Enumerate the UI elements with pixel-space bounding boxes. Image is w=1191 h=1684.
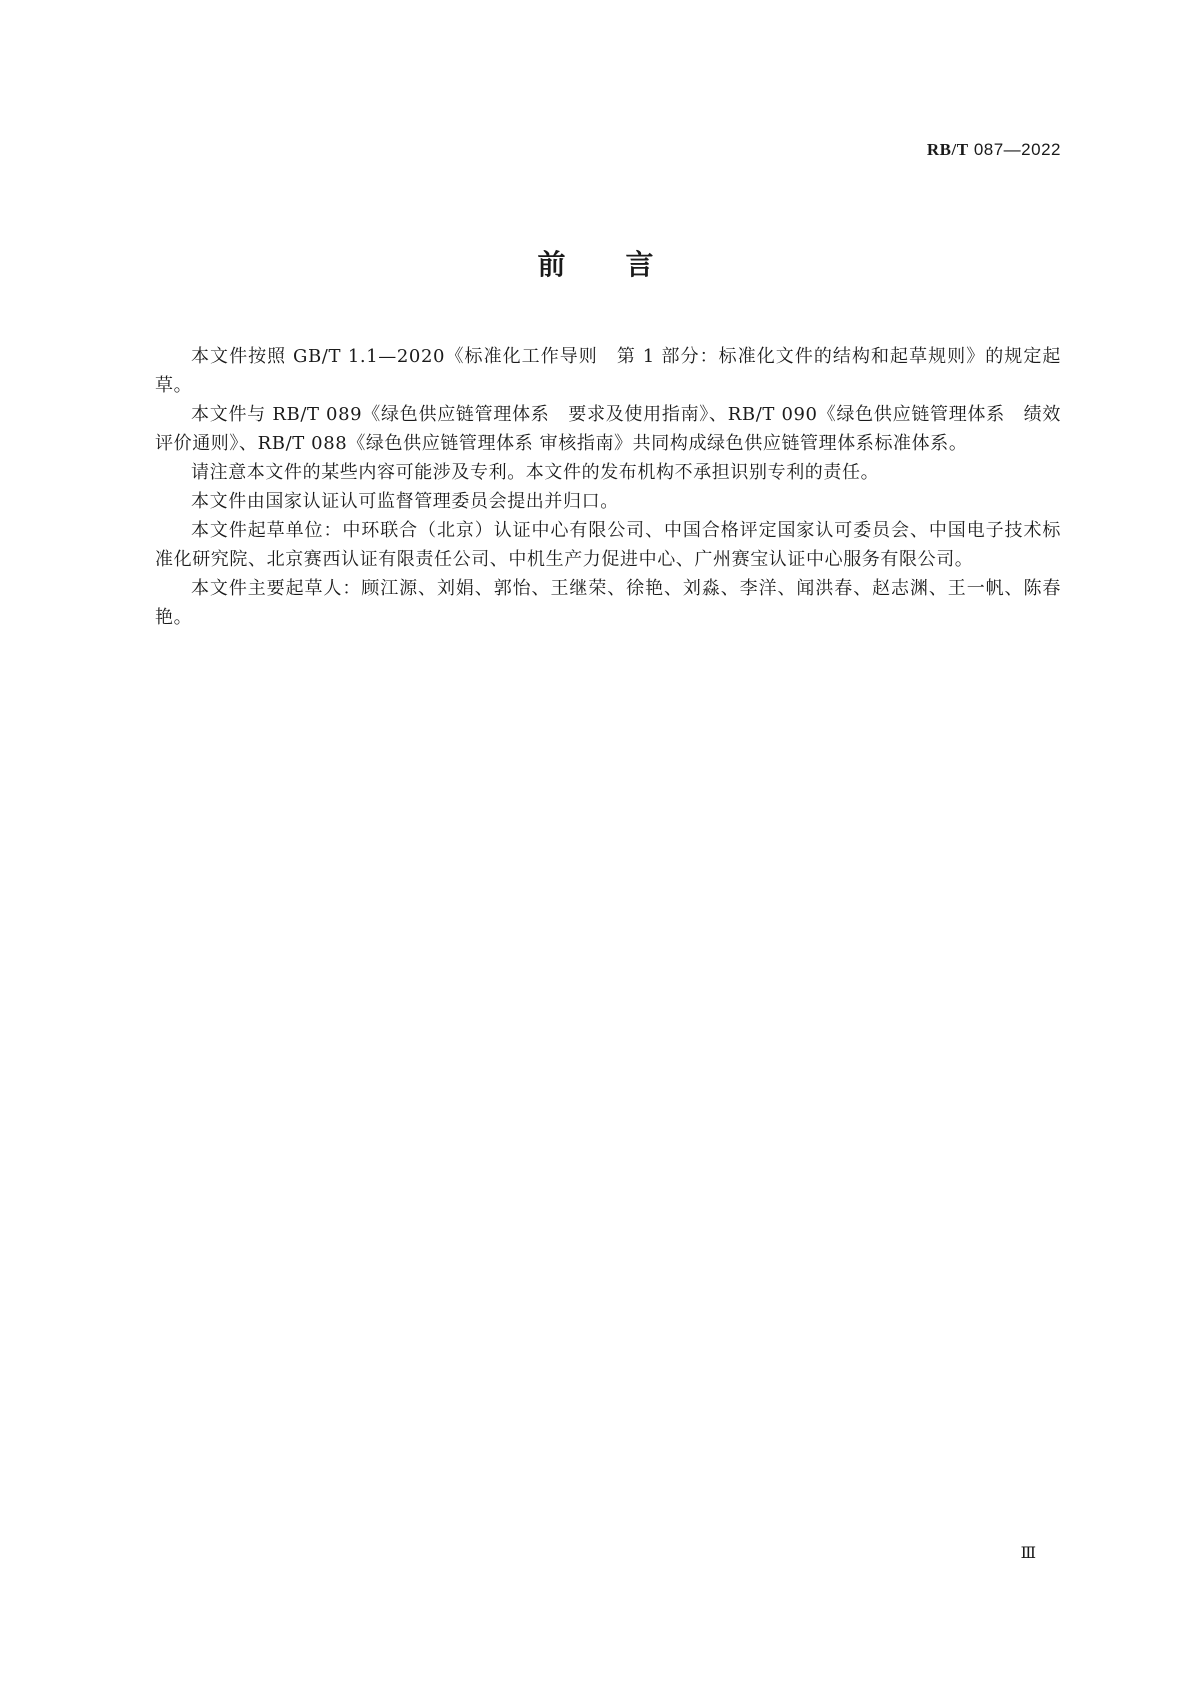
page-title: 前言 <box>537 248 714 281</box>
document-code-number: 087—2022 <box>968 140 1061 159</box>
paragraph-drafters: 本文件主要起草人：顾江源、刘娟、郭怡、王继荣、徐艳、刘淼、李洋、闻洪春、赵志渊、王一帆、陈春艳。 <box>155 578 1061 628</box>
paragraph-related-standards: 本文件与 RB/T 089《绿色供应链管理体系 要求及使用指南》、RB/T 090《绿色供应链管理体系 绩效评价通则》、RB/T 088《绿色供应链管理体系 审核指南》共同构成绿色供应链管理体系标准体系。 <box>155 404 1061 454</box>
paragraph-drafting-rules: 本文件按照 GB/T 1.1—2020《标准化工作导则 第 1 部分：标准化文件的结构和起草规则》的规定起草。 <box>155 346 1061 396</box>
document-code <box>927 140 1061 160</box>
document-code-prefix: RB/T <box>926 140 969 159</box>
page-number: Ⅲ <box>1020 1543 1036 1562</box>
paragraph-patent-notice: 请注意本文件的某些内容可能涉及专利。本文件的发布机构不承担识别专利的责任。 <box>191 462 880 483</box>
paragraph-proposer: 本文件由国家认证认可监督管理委员会提出并归口。 <box>191 491 619 512</box>
foreword-body <box>155 342 1061 632</box>
paragraph-drafting-units: 本文件起草单位：中环联合（北京）认证中心有限公司、中国合格评定国家认可委员会、中国电子技术标准化研究院、北京赛西认证有限责任公司、中机生产力促进中心、广州赛宝认证中心服务有限公司。 <box>155 520 1061 570</box>
